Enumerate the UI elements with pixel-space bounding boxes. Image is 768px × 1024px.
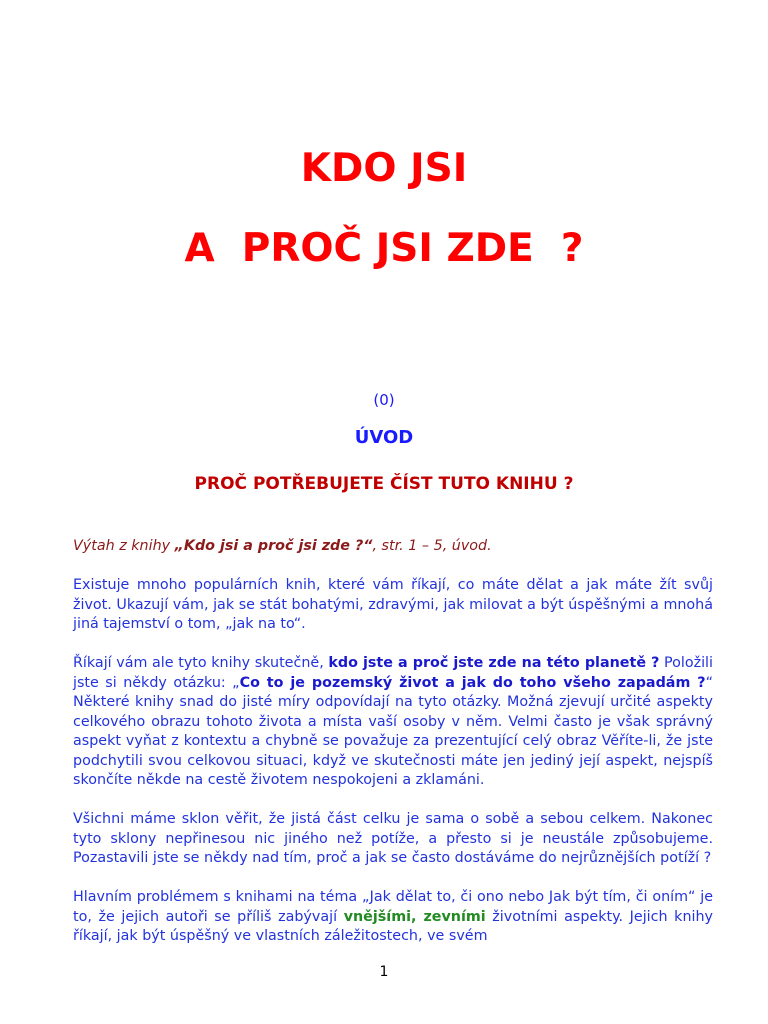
paragraph-2-text-a: Říkají vám ale tyto knihy skutečně, xyxy=(73,655,329,671)
excerpt-note xyxy=(73,537,713,557)
paragraph-4-text-c: životními aspekty. Jejich knihy říkají, jak být úspěšný ve vlastních záležitostech, ve svém xyxy=(73,908,714,944)
paragraph-2-emphasis-2: Co to je pozemský život a jak do toho všeho zapadám ? xyxy=(239,674,706,691)
paragraph-4-text-a: Hlavním problémem s knihami na téma „Jak dělat to, či ono nebo Jak být tím, či oním“ je to, že jejich autoři se příliš zabývají xyxy=(73,889,713,925)
excerpt-prefix: Výtah z knihy xyxy=(73,538,175,554)
body-text xyxy=(73,537,713,966)
chapter-title: ÚVOD xyxy=(354,427,414,448)
paragraph-4-emphasis: vnějšími, zevními xyxy=(343,908,486,925)
excerpt-suffix: , str. 1 – 5, úvod. xyxy=(372,538,492,554)
paragraph-2 xyxy=(73,654,713,791)
chapter-subtitle: PROČ POTŘEBUJETE ČÍST TUTO KNIHU ? xyxy=(194,474,574,494)
page-number: 1 xyxy=(379,964,389,980)
chapter-number: (0) xyxy=(373,391,395,409)
book-title-line-1: KDO JSI xyxy=(300,146,468,191)
paragraph-2-text-e: “ Některé knihy snad do jisté míry odpovídají na tyto otázky. Možná zjevují určité aspekty celkového obrazu tohoto života a místa vaší osoby v něm. Velmi často je však správný aspekt vyňat z kontextu a chybně se považuje za prezentující celý obraz Věříte-li, že jste podchytili svou celkovou situaci, když ve skutečnosti máte jen jediný její aspekt, nejspíš skončíte někde na cestě životem nespokojeni a zklamáni. xyxy=(73,674,713,788)
book-title-line-2: A PROČ JSI ZDE ? xyxy=(184,226,584,271)
paragraph-4 xyxy=(73,888,713,947)
paragraph-3: Všichni máme sklon věřit, že jistá část celku je sama o sobě a sebou celkem. Nakonec tyto sklony nepřinesou nic jiného než potíže, a přesto si je neustále způsobujeme. Pozastavili jste se někdy nad tím, proč a jak se často dostáváme do nejrůznějších potíží ? xyxy=(73,811,713,866)
paragraph-2-text-c: Položili jste si někdy otázku: „ xyxy=(73,655,714,691)
paragraph-2-emphasis-1: kdo jste a proč jste zde na této planetě ? xyxy=(328,655,660,671)
excerpt-book-title: „Kdo jsi a proč jsi zde ?“ xyxy=(174,538,373,554)
paragraph-1: Existuje mnoho populárních knih, které vám říkají, co máte dělat a jak máte žít svůj život. Ukazují vám, jak se stát bohatými, zdravými, jak milovat a být úspěšnými a mnohá jiná tajemství o tom, „jak na to“. xyxy=(73,577,713,632)
